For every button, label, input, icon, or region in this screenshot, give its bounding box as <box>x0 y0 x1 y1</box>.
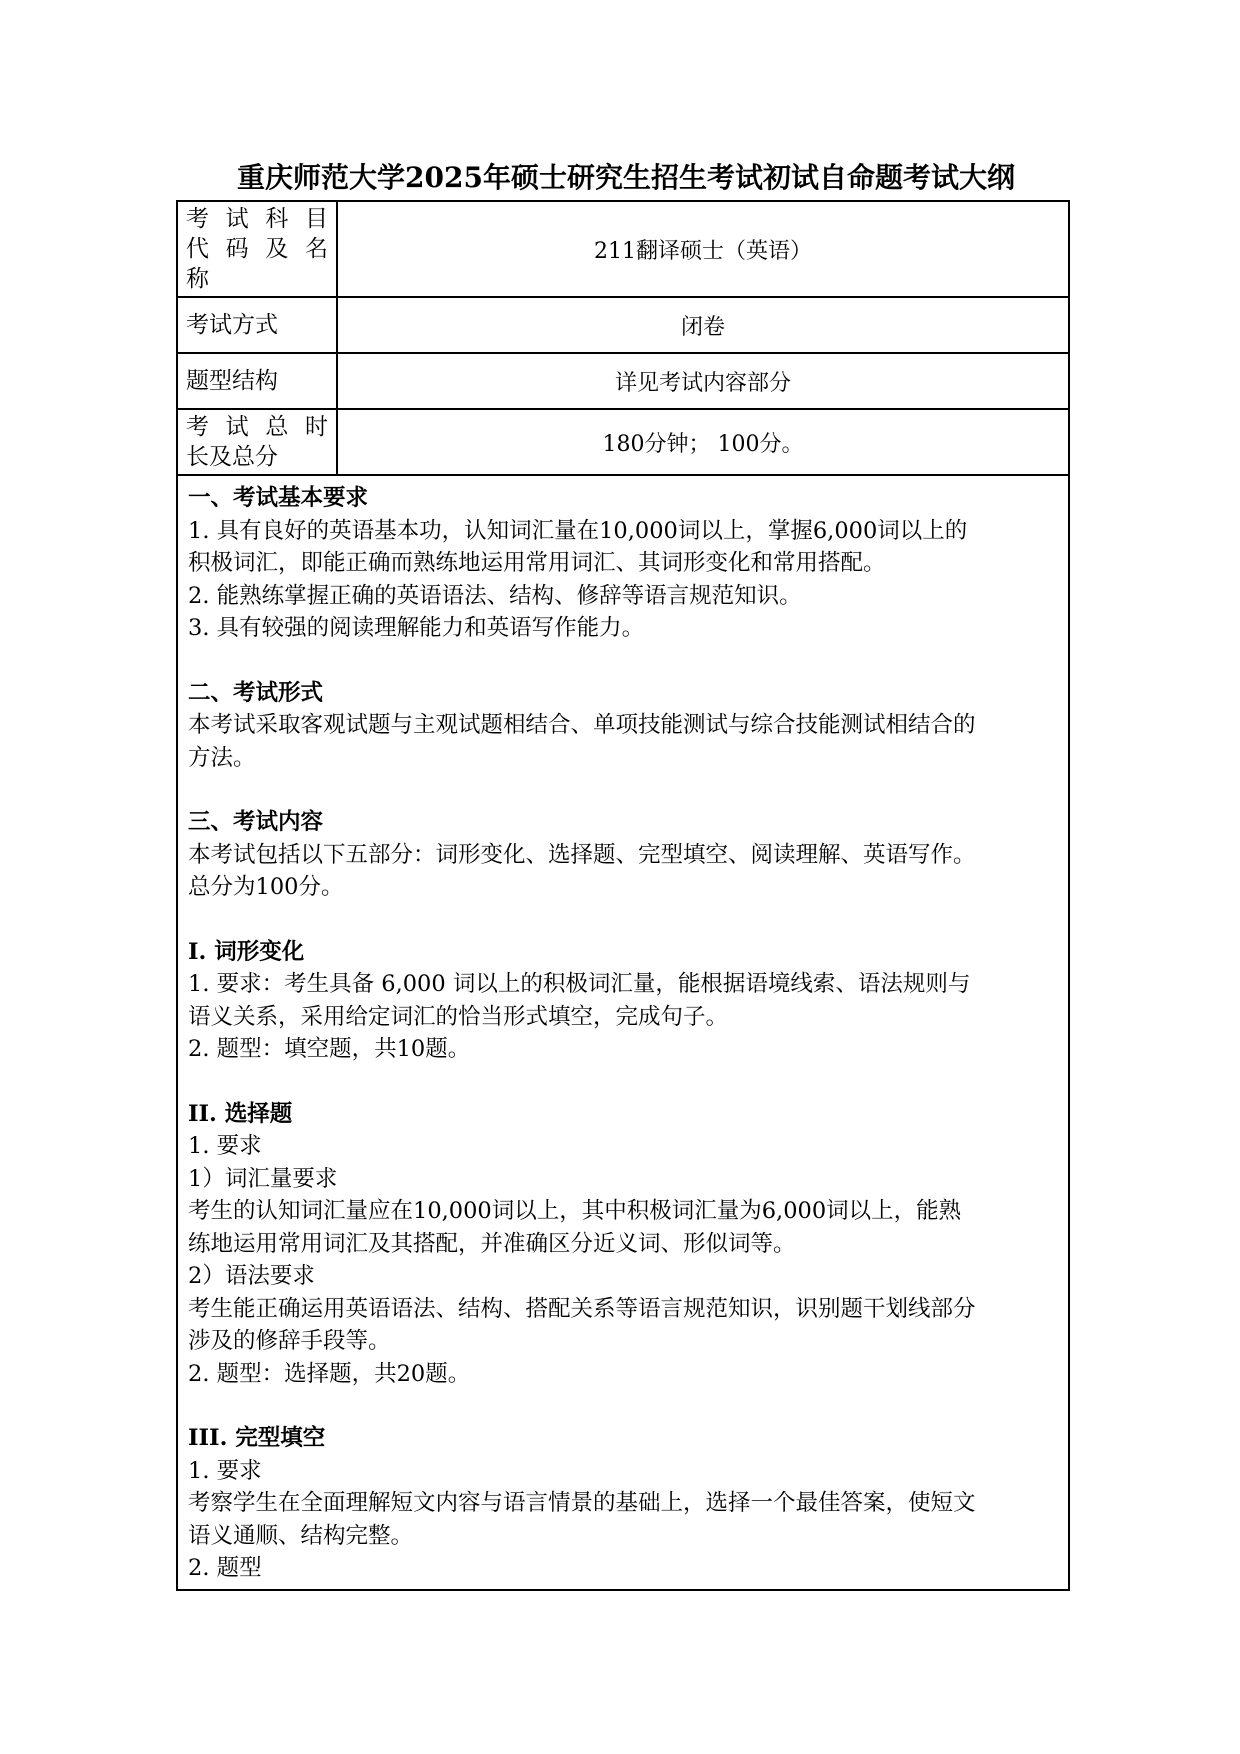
label-subject-line-3: 称 <box>186 266 209 292</box>
paragraph-line: 2. 题型 <box>188 1555 262 1581</box>
part-heading-word-forms: I. 词形变化 <box>188 938 305 965</box>
label-subject-line-1: 考试科目 <box>186 206 328 232</box>
paragraph-line: 1. 要求 <box>188 1133 262 1159</box>
paragraph-line: 1）词汇量要求 <box>188 1165 338 1192</box>
label-method: 考试方式 <box>177 297 337 353</box>
paragraph-line: 2）语法要求 <box>188 1263 315 1289</box>
paragraph-line: 语义通顺、结构完整。 <box>188 1522 414 1549</box>
paragraph-line: 本考试包括以下五部分：词形变化、选择题、完型填空、阅读理解、英语写作。 <box>188 841 976 868</box>
paragraph-line: 考察学生在全面理解短文内容与语言情景的基础上，选择一个最佳答案，使短文 <box>188 1490 976 1516</box>
value-subject: 211翻译硕士（英语） <box>337 201 1069 297</box>
content-body <box>177 475 1069 1590</box>
paragraph-line: 总分为100分。 <box>188 874 344 900</box>
spacer <box>188 1066 1058 1098</box>
paragraph-line: 本考试采取客观试题与主观试题相结合、单项技能测试与综合技能测试相结合的 <box>188 712 976 738</box>
paragraph-line: 2. 题型：选择题，共20题。 <box>188 1360 471 1387</box>
label-duration-line-1: 考试总时 <box>186 414 328 440</box>
document-title: 重庆师范大学2025年硕士研究生招生考试初试自命题考试大纲 <box>237 161 1015 194</box>
label-duration <box>177 409 337 475</box>
label-duration-line-2: 长及总分 <box>186 444 278 470</box>
label-subject <box>177 201 337 297</box>
paragraph-line: 方法。 <box>188 744 256 771</box>
paragraph-line: 1. 要求 <box>188 1457 262 1484</box>
info-row-structure <box>177 353 1069 409</box>
section-heading-form: 二、考试形式 <box>188 679 324 706</box>
paragraph-line: 积极词汇，即能正确而熟练地运用常用词汇、其词形变化和常用搭配。 <box>188 550 886 576</box>
label-structure: 题型结构 <box>177 353 337 409</box>
value-duration: 180分钟； 100分。 <box>337 409 1069 475</box>
value-structure: 详见考试内容部分 <box>337 353 1069 409</box>
section-heading-content: 三、考试内容 <box>188 809 324 835</box>
spacer <box>188 774 1058 806</box>
paragraph-line: 语义关系，采用给定词汇的恰当形式填空，完成句子。 <box>188 1003 729 1030</box>
paragraph-line: 考生能正确运用英语语法、结构、搭配关系等语言规范知识，识别题干划线部分 <box>188 1295 976 1322</box>
paragraph-line: 2. 题型：填空题，共10题。 <box>188 1036 471 1062</box>
exam-outline-table <box>176 200 1070 1591</box>
paragraph-line: 2. 能熟练掌握正确的英语语法、结构、修辞等语言规范知识。 <box>188 582 802 609</box>
paragraph-line: 练地运用常用词汇及其搭配，并准确区分近义词、形似词等。 <box>188 1230 796 1257</box>
paragraph-line: 考生的认知词汇量应在10,000词以上，其中积极词汇量为6,000词以上，能熟 <box>188 1198 962 1224</box>
part-heading-cloze: III. 完型填空 <box>188 1425 326 1451</box>
info-row-subject <box>177 201 1069 297</box>
spacer <box>188 904 1058 936</box>
part-heading-multiple-choice: II. 选择题 <box>188 1100 293 1127</box>
info-row-method <box>177 297 1069 353</box>
paragraph-line: 3. 具有较强的阅读理解能力和英语写作能力。 <box>188 615 645 641</box>
value-method: 闭卷 <box>337 297 1069 353</box>
paragraph-line: 1. 具有良好的英语基本功，认知词汇量在10,000词以上，掌握6,000词以上的 <box>188 517 968 544</box>
spacer <box>188 1390 1058 1422</box>
info-row-duration <box>177 409 1069 475</box>
spacer <box>188 645 1058 677</box>
content-row <box>177 475 1069 1590</box>
section-heading-requirements: 一、考试基本要求 <box>188 485 369 511</box>
paragraph-line: 涉及的修辞手段等。 <box>188 1328 391 1354</box>
paragraph-line: 1. 要求：考生具备 6,000 词以上的积极词汇量，能根据语境线索、语法规则与 <box>188 971 971 997</box>
label-subject-line-2: 代码及名 <box>186 236 328 262</box>
